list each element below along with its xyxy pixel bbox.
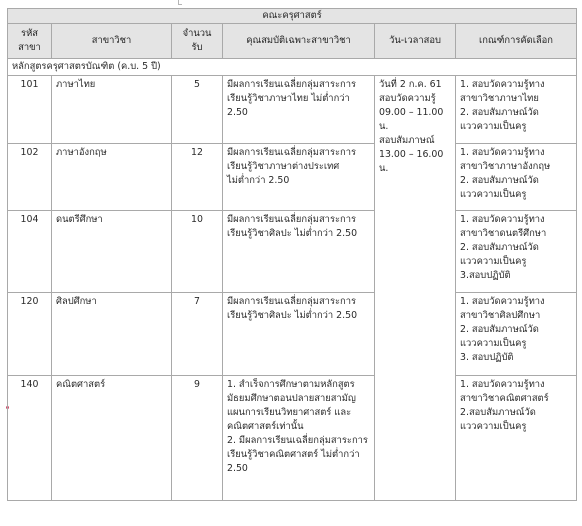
row-major: ศิลปศึกษา: [52, 293, 172, 376]
header-major: สาขาวิชา: [52, 24, 172, 59]
table-row: [8, 293, 577, 376]
admission-table: [7, 8, 577, 501]
row-major: ภาษาอังกฤษ: [52, 144, 172, 211]
row-code: 140: [8, 376, 52, 501]
row-code: 104: [8, 211, 52, 293]
row-criteria: 1. สอบวัดความรู้ทาง สาขาวิชาศิลปศึกษา 2. สอบสัมภาษณ์วัด แววความเป็นครู 3. สอบปฏิบัติ: [456, 293, 577, 376]
exam-schedule: วันที่ 2 ก.ค. 61 สอบวัดความรู้ 09.00 – 11.00 น. สอบสัมภาษณ์ 13.00 – 16.00 น.: [375, 76, 456, 501]
faculty-title: คณะครุศาสตร์: [8, 9, 577, 24]
row-criteria: 1. สอบวัดความรู้ทาง สาขาวิชาภาษาไทย 2. สอบสัมภาษณ์วัด แววความเป็นครู: [456, 76, 577, 144]
row-quota: 5: [172, 76, 223, 144]
row-qualification: 1. สำเร็จการศึกษาตามหลักสูตร มัธยมศึกษาตอนปลายสายสามัญ แผนการเรียนวิทยาศาสตร์ และ คณิตศาสตร์เท่านั้น 2. มีผลการเรียนเฉลี่ยกลุ่มสาระการ เรียนรู้วิชาคณิตศาสตร์ ไม่ต่ำกว่า 2.50: [223, 376, 375, 501]
row-major: คณิตศาสตร์: [52, 376, 172, 501]
table-row: [8, 211, 577, 293]
row-criteria: 1. สอบวัดความรู้ทาง สาขาวิชาคณิตศาสตร์ 2.สอบสัมภาษณ์วัด แววความเป็นครู: [456, 376, 577, 501]
row-code: 120: [8, 293, 52, 376]
header-selection-criteria: เกณฑ์การคัดเลือก: [456, 24, 577, 59]
row-criteria: 1. สอบวัดความรู้ทาง สาขาวิชาภาษาอังกฤษ 2. สอบสัมภาษณ์วัด แววความเป็นครู: [456, 144, 577, 211]
table-row: [8, 144, 577, 211]
table-row: [8, 376, 577, 501]
row-quota: 7: [172, 293, 223, 376]
row-major: ภาษาไทย: [52, 76, 172, 144]
row-quota: 9: [172, 376, 223, 501]
row-criteria: 1. สอบวัดความรู้ทาง สาขาวิชาดนตรีศึกษา 2. สอบสัมภาษณ์วัด แววความเป็นครู 3.สอบปฏิบัติ: [456, 211, 577, 293]
header-code: รหัส สาขา: [8, 24, 52, 59]
row-major: ดนตรีศึกษา: [52, 211, 172, 293]
row-code: 102: [8, 144, 52, 211]
row-qualification: มีผลการเรียนเฉลี่ยกลุ่มสาระการ เรียนรู้วิชาภาษาไทย ไม่ต่ำกว่า 2.50: [223, 76, 375, 144]
row-qualification: มีผลการเรียนเฉลี่ยกลุ่มสาระการ เรียนรู้วิชาภาษาต่างประเทศ ไม่ต่ำกว่า 2.50: [223, 144, 375, 211]
row-qualification: มีผลการเรียนเฉลี่ยกลุ่มสาระการ เรียนรู้วิชาศิลปะ ไม่ต่ำกว่า 2.50: [223, 211, 375, 293]
row-code: 101: [8, 76, 52, 144]
header-qualifications: คุณสมบัติเฉพาะสาขาวิชา: [223, 24, 375, 59]
program-title: หลักสูตรครุศาสตรบัณฑิต (ค.บ. 5 ปี): [8, 59, 577, 76]
row-quota: 10: [172, 211, 223, 293]
row-qualification: มีผลการเรียนเฉลี่ยกลุ่มสาระการ เรียนรู้วิชาศิลปะ ไม่ต่ำกว่า 2.50: [223, 293, 375, 376]
header-quota: จำนวน รับ: [172, 24, 223, 59]
scan-mark: [178, 0, 182, 5]
row-quota: 12: [172, 144, 223, 211]
header-exam-schedule: วัน-เวลาสอบ: [375, 24, 456, 59]
table-row: [8, 76, 577, 144]
